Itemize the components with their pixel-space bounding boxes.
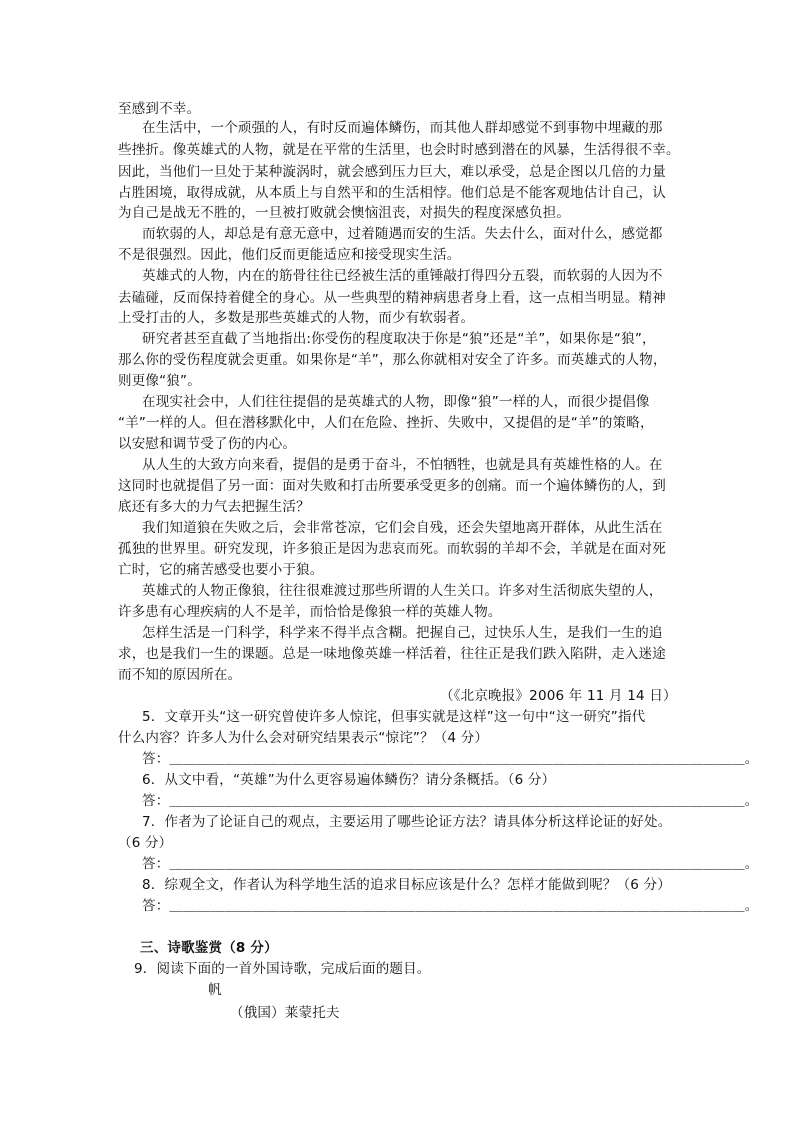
answer-line-7[interactable]: 答：＿＿＿＿＿＿＿＿＿＿＿＿＿＿＿＿＿＿＿＿＿＿＿＿＿＿＿＿＿＿＿＿＿＿＿＿＿＿＿＿＿＿。 (142, 856, 759, 872)
question-5-cont: 什么内容？许多人为什么会对研究结果表示“惊诧”？（4 分） (118, 730, 489, 746)
answer-line-5[interactable]: 答：＿＿＿＿＿＿＿＿＿＿＿＿＿＿＿＿＿＿＿＿＿＿＿＿＿＿＿＿＿＿＿＿＿＿＿＿＿＿＿＿＿＿。 (142, 751, 759, 767)
body-line: 在现实社会中，人们往往提倡的是英雄式的人物，即像“狼”一样的人，而很少提倡像 (142, 394, 650, 410)
poem-title: 帆 (208, 982, 222, 998)
body-line: 些挫折。像英雄式的人物，就是在平常的生活里，也会时时感到潜在的风暴，生活得很不幸。 (118, 142, 680, 158)
body-line: 英雄式的人物，内在的筋骨往往已经被生活的重锤敲打得四分五裂，而软弱的人因为不 (142, 268, 663, 284)
body-line: 以安慰和调节受了伤的内心。 (118, 436, 297, 452)
answer-line-8[interactable]: 答：＿＿＿＿＿＿＿＿＿＿＿＿＿＿＿＿＿＿＿＿＿＿＿＿＿＿＿＿＿＿＿＿＿＿＿＿＿＿＿＿＿＿。 (142, 898, 759, 914)
body-line: 不是很强烈。因此，他们反而更能适应和接受现实生活。 (118, 247, 461, 263)
body-line: 至感到不幸。 (118, 101, 201, 117)
body-line: 底还有多大的力气去把握生活？ (118, 499, 310, 515)
poem-author: （俄国）莱蒙托夫 (230, 1005, 340, 1021)
body-line: 怎样生活是一门科学，科学来不得半点含糊。把握自己，过快乐人生，是我们一生的追 (142, 625, 663, 641)
body-line: 亡时，它的痛苦感受也要小于狼。 (118, 562, 324, 578)
section-heading: 三、诗歌鉴赏（8 分） (140, 940, 278, 956)
body-line: 我们知道狼在失败之后，会非常苍凉，它们会自残，还会失望地离开群体，从此生活在 (142, 520, 663, 536)
question-7-cont: （6 分） (118, 835, 173, 851)
question-8: 8．综观全文，作者认为科学地生活的追求目标应该是什么？怎样才能做到呢？（6 分） (142, 877, 671, 893)
body-line: 求，也是我们一生的课题。总是一味地像英雄一样活着，往往正是我们跌入陷阱，走入迷途 (118, 646, 666, 662)
body-line: 那么你的受伤程度就会更重。如果你是“羊”，那么你就相对安全了许多。而英雄式的人物， (118, 352, 667, 368)
body-line: 许多患有心理疾病的人不是羊，而恰恰是像狼一样的英雄人物。 (118, 604, 502, 620)
body-line: 因此，当他们一旦处于某种漩涡时，就会感到压力巨大，难以承受，总是企图以几倍的力量 (118, 164, 666, 180)
question-6: 6．从文中看，“英雄”为什么更容易遍体鳞伤？请分条概括。（6 分） (142, 772, 556, 788)
body-line: 英雄式的人物正像狼，往往很难渡过那些所谓的人生关口。许多对生活彻底失望的人， (142, 583, 663, 599)
body-line: 这同时也就提倡了另一面：面对失败和打击所要承受更多的创痛。而一个遍体鳞伤的人，到 (118, 478, 666, 494)
body-line: 上受打击的人，多数是那些英雄式的人物，而少有软弱者。 (118, 310, 475, 326)
body-line: 占胜困境，取得成就，从本质上与自然平和的生活相悖。他们总是不能客观地估计自己，认 (118, 185, 666, 201)
question-5: 5．文章开头“这一研究曾使许多人惊诧，但事实就是这样”这一句中“这一研究”指代 (142, 709, 646, 725)
body-line: 在生活中，一个顽强的人，有时反而遍体鳞伤，而其他人群却感觉不到事物中埋藏的那 (142, 120, 663, 136)
body-line: 研究者甚至直截了当地指出:你受伤的程度取决于你是“狼”还是“羊”，如果你是“狼”， (142, 331, 656, 347)
article-source: （《北京晚报》2006 年 11 月 14 日） (440, 688, 677, 704)
body-line: 为自己是战无不胜的，一旦被打败就会懊恼沮丧，对损失的程度深感负担。 (118, 205, 571, 221)
body-line: “羊”一样的人。但在潜移默化中，人们在危险、挫折、失败中，又提倡的是“羊”的策略， (118, 415, 654, 431)
body-line: 去磕碰，反而保持着健全的身心。从一些典型的精神病患者身上看，这一点相当明显。精神 (118, 290, 666, 306)
body-line: 而不知的原因所在。 (118, 667, 242, 683)
question-7: 7．作者为了论证自己的观点，主要运用了哪些论证方法？请具体分析这样论证的好处。 (142, 814, 672, 830)
question-9: 9．阅读下面的一首外国诗歌，完成后面的题目。 (134, 961, 431, 977)
body-line: 而软弱的人，却总是有意无意中，过着随遇而安的生活。失去什么，面对什么，感觉都 (142, 226, 663, 242)
body-line: 则更像“狼”。 (118, 373, 201, 389)
body-line: 从人生的大致方向来看，提倡的是勇于奋斗，不怕牺牲，也就是具有英雄性格的人。在 (142, 457, 663, 473)
body-line: 孤独的世界里。研究发现，许多狼正是因为悲哀而死。而软弱的羊却不会，羊就是在面对死 (118, 541, 666, 557)
answer-line-6[interactable]: 答：＿＿＿＿＿＿＿＿＿＿＿＿＿＿＿＿＿＿＿＿＿＿＿＿＿＿＿＿＿＿＿＿＿＿＿＿＿＿＿＿＿＿。 (142, 793, 759, 809)
